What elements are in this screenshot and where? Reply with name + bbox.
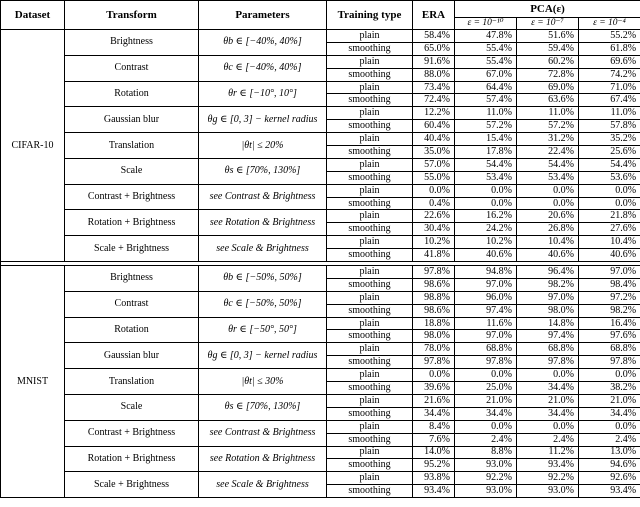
era-cell: 30.4% xyxy=(413,223,455,236)
pca-cell: 21.8% xyxy=(579,210,640,223)
pca-cell: 0.0% xyxy=(517,184,579,197)
training-type-cell: smoothing xyxy=(327,407,413,420)
table-body xyxy=(1,30,640,498)
pca-cell: 57.8% xyxy=(579,120,640,133)
pca-cell: 97.6% xyxy=(579,330,640,343)
pca-cell: 0.0% xyxy=(517,420,579,433)
pca-cell: 97.8% xyxy=(579,356,640,369)
training-type-cell: smoothing xyxy=(327,278,413,291)
pca-cell: 51.6% xyxy=(517,30,579,43)
pca-cell: 55.2% xyxy=(579,30,640,43)
pca-cell: 8.8% xyxy=(455,446,517,459)
pca-cell: 15.4% xyxy=(455,133,517,146)
era-cell: 21.6% xyxy=(413,394,455,407)
training-type-cell: plain xyxy=(327,158,413,171)
parameters-cell: |θt| ≤ 20% xyxy=(199,133,327,159)
transform-cell: Scale xyxy=(65,394,199,420)
pca-cell: 53.4% xyxy=(517,171,579,184)
pca-cell: 94.8% xyxy=(455,266,517,279)
pca-cell: 59.4% xyxy=(517,42,579,55)
pca-cell: 94.6% xyxy=(579,459,640,472)
era-cell: 98.8% xyxy=(413,291,455,304)
era-cell: 55.0% xyxy=(413,171,455,184)
parameters-cell: θs ∈ [70%, 130%] xyxy=(199,158,327,184)
header-eps-1: ε = 10⁻¹⁰ xyxy=(455,18,517,30)
training-type-cell: smoothing xyxy=(327,42,413,55)
training-type-cell: smoothing xyxy=(327,249,413,262)
parameters-cell: θb ∈ [−40%, 40%] xyxy=(199,30,327,56)
era-cell: 57.0% xyxy=(413,158,455,171)
pca-cell: 97.0% xyxy=(455,278,517,291)
pca-cell: 54.4% xyxy=(517,158,579,171)
pca-cell: 55.4% xyxy=(455,42,517,55)
training-type-cell: plain xyxy=(327,210,413,223)
training-type-cell: smoothing xyxy=(327,304,413,317)
pca-cell: 74.2% xyxy=(579,68,640,81)
training-type-cell: plain xyxy=(327,472,413,485)
transform-cell: Brightness xyxy=(65,266,199,292)
pca-cell: 25.0% xyxy=(455,382,517,395)
pca-cell: 68.8% xyxy=(455,343,517,356)
pca-cell: 0.0% xyxy=(579,420,640,433)
training-type-cell: plain xyxy=(327,107,413,120)
era-cell: 39.6% xyxy=(413,382,455,395)
era-cell: 0.4% xyxy=(413,197,455,210)
pca-cell: 92.6% xyxy=(579,472,640,485)
pca-cell: 0.0% xyxy=(517,197,579,210)
pca-cell: 0.0% xyxy=(455,420,517,433)
pca-cell: 11.0% xyxy=(455,107,517,120)
era-cell: 98.6% xyxy=(413,304,455,317)
training-type-cell: smoothing xyxy=(327,94,413,107)
training-type-cell: plain xyxy=(327,30,413,43)
training-type-cell: smoothing xyxy=(327,197,413,210)
table-row xyxy=(1,343,640,356)
pca-cell: 57.2% xyxy=(517,120,579,133)
pca-cell: 22.4% xyxy=(517,146,579,159)
parameters-cell: θb ∈ [−50%, 50%] xyxy=(199,266,327,292)
era-cell: 95.2% xyxy=(413,459,455,472)
transform-cell: Translation xyxy=(65,133,199,159)
pca-cell: 0.0% xyxy=(455,369,517,382)
table-row xyxy=(1,184,640,197)
era-cell: 93.4% xyxy=(413,485,455,498)
pca-cell: 96.0% xyxy=(455,291,517,304)
pca-cell: 69.6% xyxy=(579,55,640,68)
pca-cell: 0.0% xyxy=(455,197,517,210)
pca-cell: 16.4% xyxy=(579,317,640,330)
era-cell: 88.0% xyxy=(413,68,455,81)
training-type-cell: smoothing xyxy=(327,68,413,81)
table-row xyxy=(1,210,640,223)
transform-cell: Rotation xyxy=(65,81,199,107)
era-cell: 18.8% xyxy=(413,317,455,330)
pca-cell: 34.4% xyxy=(579,407,640,420)
pca-cell: 67.4% xyxy=(579,94,640,107)
training-type-cell: smoothing xyxy=(327,171,413,184)
pca-cell: 0.0% xyxy=(579,197,640,210)
pca-cell: 14.8% xyxy=(517,317,579,330)
pca-cell: 17.8% xyxy=(455,146,517,159)
header-eps-3: ε = 10⁻⁴ xyxy=(579,18,640,30)
training-type-cell: plain xyxy=(327,133,413,146)
parameters-cell: θr ∈ [−10°, 10°] xyxy=(199,81,327,107)
pca-cell: 40.6% xyxy=(517,249,579,262)
training-type-cell: plain xyxy=(327,369,413,382)
pca-cell: 2.4% xyxy=(579,433,640,446)
pca-cell: 96.4% xyxy=(517,266,579,279)
transform-cell: Gaussian blur xyxy=(65,343,199,369)
transform-cell: Scale xyxy=(65,158,199,184)
pca-cell: 10.2% xyxy=(455,236,517,249)
pca-cell: 34.4% xyxy=(517,407,579,420)
training-type-cell: smoothing xyxy=(327,356,413,369)
pca-cell: 40.6% xyxy=(579,249,640,262)
parameters-cell: see Rotation & Brightness xyxy=(199,446,327,472)
pca-cell: 64.4% xyxy=(455,81,517,94)
parameters-cell: see Rotation & Brightness xyxy=(199,210,327,236)
header-eps-2: ε = 10⁻⁷ xyxy=(517,18,579,30)
pca-cell: 21.0% xyxy=(517,394,579,407)
transform-cell: Contrast + Brightness xyxy=(65,184,199,210)
training-type-cell: smoothing xyxy=(327,459,413,472)
transform-cell: Rotation + Brightness xyxy=(65,210,199,236)
pca-cell: 55.4% xyxy=(455,55,517,68)
parameters-cell: θc ∈ [−50%, 50%] xyxy=(199,291,327,317)
era-cell: 34.4% xyxy=(413,407,455,420)
era-cell: 10.2% xyxy=(413,236,455,249)
header-parameters: Parameters xyxy=(199,1,327,30)
parameters-cell: see Contrast & Brightness xyxy=(199,184,327,210)
pca-cell: 40.6% xyxy=(455,249,517,262)
era-cell: 97.8% xyxy=(413,356,455,369)
pca-cell: 20.6% xyxy=(517,210,579,223)
header-dataset: Dataset xyxy=(1,1,65,30)
training-type-cell: smoothing xyxy=(327,382,413,395)
pca-cell: 11.6% xyxy=(455,317,517,330)
pca-cell: 68.8% xyxy=(579,343,640,356)
table-row xyxy=(1,446,640,459)
parameters-cell: see Scale & Brightness xyxy=(199,472,327,498)
pca-cell: 24.2% xyxy=(455,223,517,236)
pca-cell: 11.0% xyxy=(579,107,640,120)
pca-cell: 93.0% xyxy=(455,459,517,472)
training-type-cell: smoothing xyxy=(327,433,413,446)
pca-cell: 98.2% xyxy=(517,278,579,291)
table-row xyxy=(1,472,640,485)
pca-cell: 2.4% xyxy=(455,433,517,446)
training-type-cell: smoothing xyxy=(327,146,413,159)
pca-cell: 26.8% xyxy=(517,223,579,236)
era-cell: 98.6% xyxy=(413,278,455,291)
table-row xyxy=(1,394,640,407)
pca-cell: 0.0% xyxy=(517,369,579,382)
pca-cell: 93.4% xyxy=(579,485,640,498)
era-cell: 58.4% xyxy=(413,30,455,43)
era-cell: 12.2% xyxy=(413,107,455,120)
pca-cell: 60.2% xyxy=(517,55,579,68)
pca-cell: 93.0% xyxy=(517,485,579,498)
pca-cell: 98.0% xyxy=(517,304,579,317)
table-row xyxy=(1,158,640,171)
table-row xyxy=(1,236,640,249)
pca-cell: 34.4% xyxy=(455,407,517,420)
pca-cell: 10.4% xyxy=(517,236,579,249)
parameters-cell: θs ∈ [70%, 130%] xyxy=(199,394,327,420)
pca-cell: 2.4% xyxy=(517,433,579,446)
table-row xyxy=(1,133,640,146)
transform-cell: Rotation xyxy=(65,317,199,343)
transform-cell: Contrast xyxy=(65,55,199,81)
era-cell: 35.0% xyxy=(413,146,455,159)
training-type-cell: smoothing xyxy=(327,485,413,498)
pca-cell: 38.2% xyxy=(579,382,640,395)
pca-cell: 11.0% xyxy=(517,107,579,120)
training-type-cell: plain xyxy=(327,343,413,356)
training-type-cell: plain xyxy=(327,266,413,279)
dataset-cell: CIFAR-10 xyxy=(1,30,65,262)
table-row xyxy=(1,107,640,120)
pca-cell: 97.0% xyxy=(579,266,640,279)
parameters-cell: see Contrast & Brightness xyxy=(199,420,327,446)
pca-cell: 47.8% xyxy=(455,30,517,43)
era-cell: 0.0% xyxy=(413,184,455,197)
pca-cell: 54.4% xyxy=(455,158,517,171)
transform-cell: Scale + Brightness xyxy=(65,236,199,262)
pca-cell: 11.2% xyxy=(517,446,579,459)
era-cell: 0.0% xyxy=(413,369,455,382)
pca-cell: 0.0% xyxy=(579,184,640,197)
header-pca: PCA(ε) xyxy=(455,1,640,18)
era-cell: 7.6% xyxy=(413,433,455,446)
training-type-cell: plain xyxy=(327,291,413,304)
pca-cell: 92.2% xyxy=(517,472,579,485)
parameters-cell: see Scale & Brightness xyxy=(199,236,327,262)
pca-cell: 97.8% xyxy=(517,356,579,369)
training-type-cell: plain xyxy=(327,317,413,330)
training-type-cell: plain xyxy=(327,420,413,433)
pca-cell: 53.6% xyxy=(579,171,640,184)
era-cell: 60.4% xyxy=(413,120,455,133)
era-cell: 22.6% xyxy=(413,210,455,223)
pca-cell: 10.4% xyxy=(579,236,640,249)
table-row xyxy=(1,55,640,68)
era-cell: 98.0% xyxy=(413,330,455,343)
training-type-cell: plain xyxy=(327,184,413,197)
transform-cell: Brightness xyxy=(65,30,199,56)
table-row xyxy=(1,291,640,304)
pca-cell: 63.6% xyxy=(517,94,579,107)
training-type-cell: smoothing xyxy=(327,120,413,133)
pca-cell: 25.6% xyxy=(579,146,640,159)
pca-cell: 13.0% xyxy=(579,446,640,459)
pca-cell: 93.4% xyxy=(517,459,579,472)
pca-cell: 97.8% xyxy=(455,356,517,369)
training-type-cell: plain xyxy=(327,446,413,459)
pca-cell: 54.4% xyxy=(579,158,640,171)
pca-cell: 97.0% xyxy=(517,291,579,304)
pca-cell: 97.0% xyxy=(455,330,517,343)
pca-cell: 57.4% xyxy=(455,94,517,107)
table-row xyxy=(1,266,640,279)
era-cell: 14.0% xyxy=(413,446,455,459)
table-row xyxy=(1,420,640,433)
parameters-cell: θc ∈ [−40%, 40%] xyxy=(199,55,327,81)
table-row xyxy=(1,369,640,382)
pca-cell: 53.4% xyxy=(455,171,517,184)
training-type-cell: plain xyxy=(327,55,413,68)
transform-cell: Contrast + Brightness xyxy=(65,420,199,446)
pca-cell: 31.2% xyxy=(517,133,579,146)
header-transform: Transform xyxy=(65,1,199,30)
table-row xyxy=(1,30,640,43)
table-row xyxy=(1,81,640,94)
transform-cell: Scale + Brightness xyxy=(65,472,199,498)
era-cell: 40.4% xyxy=(413,133,455,146)
pca-cell: 21.0% xyxy=(579,394,640,407)
table-row xyxy=(1,317,640,330)
era-cell: 97.8% xyxy=(413,266,455,279)
pca-cell: 72.8% xyxy=(517,68,579,81)
transform-cell: Translation xyxy=(65,369,199,395)
era-cell: 41.8% xyxy=(413,249,455,262)
era-cell: 93.8% xyxy=(413,472,455,485)
pca-cell: 92.2% xyxy=(455,472,517,485)
pca-cell: 16.2% xyxy=(455,210,517,223)
pca-cell: 69.0% xyxy=(517,81,579,94)
training-type-cell: smoothing xyxy=(327,330,413,343)
pca-cell: 97.4% xyxy=(517,330,579,343)
pca-cell: 0.0% xyxy=(455,184,517,197)
era-cell: 73.4% xyxy=(413,81,455,94)
era-cell: 65.0% xyxy=(413,42,455,55)
pca-cell: 97.2% xyxy=(579,291,640,304)
pca-cell: 97.4% xyxy=(455,304,517,317)
transform-cell: Rotation + Brightness xyxy=(65,446,199,472)
pca-cell: 68.8% xyxy=(517,343,579,356)
parameters-cell: θr ∈ [−50°, 50°] xyxy=(199,317,327,343)
parameters-cell: θg ∈ [0, 3] − kernel radius xyxy=(199,343,327,369)
pca-cell: 0.0% xyxy=(579,369,640,382)
training-type-cell: smoothing xyxy=(327,223,413,236)
parameters-cell: θg ∈ [0, 3] − kernel radius xyxy=(199,107,327,133)
header-training-type: Training type xyxy=(327,1,413,30)
pca-cell: 57.2% xyxy=(455,120,517,133)
training-type-cell: plain xyxy=(327,81,413,94)
pca-cell: 67.0% xyxy=(455,68,517,81)
pca-cell: 98.2% xyxy=(579,304,640,317)
pca-cell: 34.4% xyxy=(517,382,579,395)
dataset-cell: MNIST xyxy=(1,266,65,498)
era-cell: 91.6% xyxy=(413,55,455,68)
pca-cell: 35.2% xyxy=(579,133,640,146)
pca-cell: 98.4% xyxy=(579,278,640,291)
era-cell: 72.4% xyxy=(413,94,455,107)
training-type-cell: plain xyxy=(327,236,413,249)
training-type-cell: plain xyxy=(327,394,413,407)
pca-cell: 27.6% xyxy=(579,223,640,236)
era-cell: 78.0% xyxy=(413,343,455,356)
pca-cell: 71.0% xyxy=(579,81,640,94)
pca-cell: 61.8% xyxy=(579,42,640,55)
parameters-cell: |θt| ≤ 30% xyxy=(199,369,327,395)
transform-cell: Contrast xyxy=(65,291,199,317)
era-cell: 8.4% xyxy=(413,420,455,433)
header-era: ERA xyxy=(413,1,455,30)
transform-cell: Gaussian blur xyxy=(65,107,199,133)
pca-cell: 21.0% xyxy=(455,394,517,407)
pca-cell: 93.0% xyxy=(455,485,517,498)
